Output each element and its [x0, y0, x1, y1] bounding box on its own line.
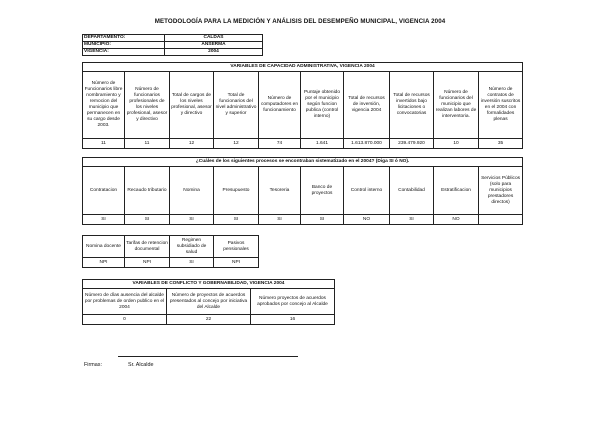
info-table	[82, 34, 263, 56]
capacidad-header: Total de cargos de los niveles profesional, asesor y directivo	[170, 72, 214, 139]
info-value-departamento: CALDAS	[165, 35, 263, 42]
procesos-value: SI	[125, 215, 170, 225]
procesos-table	[82, 157, 523, 225]
procesos-value-2: NPI	[214, 258, 259, 268]
capacidad-header: Número de computadores en funcionamiento	[259, 72, 301, 139]
capacidad-header: Total de recursos de inversión, vigencia 2004	[344, 72, 390, 139]
capacidad-value: 74	[259, 139, 301, 149]
info-label-vigencia: VIGENCIA:	[83, 49, 165, 56]
info-label-municipio: MUNICIPIO:	[83, 42, 165, 49]
capacidad-header: Número de contratos de inversión suscritos en el 2004 con formalidades plenas	[479, 72, 523, 139]
procesos-value-2: NPI	[125, 258, 170, 268]
procesos-header-2: Tarifas de retencion documental	[125, 236, 170, 258]
conflicto-title: VARIABLES DE CONFLICTO Y GOBERNABILIDAD, VIGENCIA 2004	[83, 280, 335, 289]
conflicto-value: 0	[83, 315, 167, 325]
procesos-header: Tesoreria	[259, 167, 301, 215]
capacidad-header: Puntaje obtenido por el municipio según funcion publica (control interno)	[301, 72, 344, 139]
procesos-header-2: Nomina docente	[83, 236, 125, 258]
procesos-value: SI	[83, 215, 125, 225]
conflicto-header: Número proyectos de acuerdos aprobados por concejo al Alcalde	[251, 289, 335, 315]
conflicto-header: Número de días ausencia del alcalde por problemas de orden publico en el 2004	[83, 289, 167, 315]
procesos-header: Control interno	[344, 167, 390, 215]
capacidad-value: 239.479.920	[390, 139, 434, 149]
capacidad-value: 1.613.870.000	[344, 139, 390, 149]
procesos-table-2	[82, 235, 259, 268]
capacidad-value: 1.641	[301, 139, 344, 149]
capacidad-value: 12	[170, 139, 214, 149]
capacidad-header: Total de recursos invertidos bajo licitaciones o convocatorias	[390, 72, 434, 139]
conflicto-value: 16	[251, 315, 335, 325]
conflicto-value: 22	[167, 315, 251, 325]
procesos-value-2: NPI	[83, 258, 125, 268]
capacidad-value: 35	[479, 139, 523, 149]
procesos-value: SI	[301, 215, 344, 225]
info-value-municipio: ANSERMA	[165, 42, 263, 49]
procesos-value: NO	[344, 215, 390, 225]
procesos-value: NO	[434, 215, 479, 225]
signer-name: Sr. Alcalde	[128, 362, 154, 368]
procesos-value: SI	[259, 215, 301, 225]
capacidad-value: 10	[434, 139, 479, 149]
signature-line	[118, 356, 298, 357]
procesos-value: SI	[170, 215, 214, 225]
capacidad-table	[82, 62, 523, 149]
capacidad-title: VARIABLES DE CAPACIDAD ADMINISTRATIVA, VIGENCIA 2004	[83, 63, 523, 72]
capacidad-header: Número de funcionarios profesionales de los niveles profesional, asesor y directivo	[125, 72, 170, 139]
conflicto-table	[82, 279, 335, 325]
procesos-value-2: SI	[170, 258, 214, 268]
conflicto-header: Número de proyectos de acuerdos presentados al concejo por iniciativa del Alcalde	[167, 289, 251, 315]
capacidad-value: 11	[125, 139, 170, 149]
procesos-value	[479, 215, 523, 225]
capacidad-header: Número de Funcionarios libre nombramiento y remocion del municipio que permanecen en su cargo desde 2003.	[83, 72, 125, 139]
info-value-vigencia: 2004	[165, 49, 263, 56]
capacidad-value: 12	[214, 139, 259, 149]
info-label-departamento: DEPARTAMENTO:	[83, 35, 165, 42]
procesos-header: Banco de proyectos	[301, 167, 344, 215]
procesos-header: Presupuesto	[214, 167, 259, 215]
firmas-label: Firmas:	[84, 362, 102, 368]
procesos-header: Contratacion	[83, 167, 125, 215]
capacidad-value: 11	[83, 139, 125, 149]
procesos-header: Recaudo tributario	[125, 167, 170, 215]
procesos-value: SI	[214, 215, 259, 225]
procesos-header: Servicios Públicos (solo para municipios prestadores directos)	[479, 167, 523, 215]
capacidad-header: Número de funcionarios del municipio que realizan labores de interventoria.	[434, 72, 479, 139]
procesos-header-2: Pasivos pensionales	[214, 236, 259, 258]
procesos-header: Estratificacion	[434, 167, 479, 215]
procesos-value: SI	[390, 215, 434, 225]
procesos-header: Contabilidad	[390, 167, 434, 215]
page-title: METODOLOGÍA PARA LA MEDICIÓN Y ANÁLISIS DEL DESEMPEÑO MUNICIPAL, VIGENCIA 2004	[154, 18, 446, 25]
capacidad-header: Total de funcionarios del nivel administrativo y superior	[214, 72, 259, 139]
procesos-header-2: Regimen subsidiado de salud	[170, 236, 214, 258]
procesos-question: ¿Cuáles de los siguientes procesos se encontraban sistematizado en el 2004? (Diga SI ó NO).	[83, 158, 523, 167]
procesos-header: Nomina	[170, 167, 214, 215]
